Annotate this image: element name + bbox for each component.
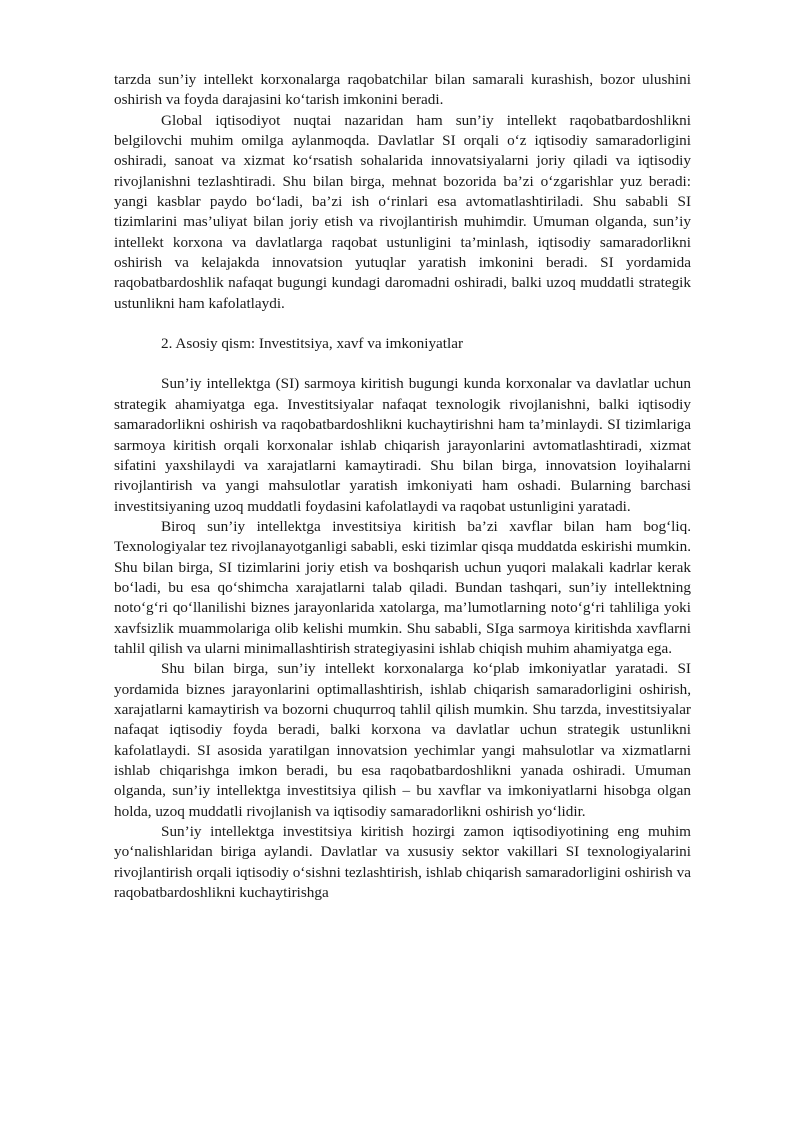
paragraph-global-economy: Global iqtisodiyot nuqtai nazaridan ham sun’iy intellekt raqobatbardoshlikni belgilovchi muhim omilga aylanmoqda. Davlatlar SI orqali o‘z iqtisodiy samaradorligini oshiradi, sanoat va xizmat ko‘rsatish sohalarida innovatsiyalarni joriy qiladi va iqtisodiy rivojlanishni tezlashtiradi. Shu bilan birga, mehnat bozorida ba’zi o‘zgarishlar yuz beradi: yangi kasblar paydo bo‘ladi, ba’zi ish o‘rinlari esa avtomatlashtiriladi. Shu sababli SI tizimlarini mas’uliyat bilan joriy etish va rivojlantirish muhimdir. Umuman olganda, sun’iy intellekt korxona va davlatlarga raqobat ustunligini ta’minlash, iqtisodiy samaradorlikni oshirish va kelajakda innovatsion yutuqlar yaratish imkonini beradi. SI yordamida raqobatbardoshlik nafaqat bugungi kundagi daromadni oshiradi, balki uzoq muddatli strategik ustunlikni ham kafolatlaydi. [114,111,691,312]
paragraph-investment-intro: Sun’iy intellektga (SI) sarmoya kiritish bugungi kunda korxonalar va davlatlar uchun strategik ahamiyatga ega. Investitsiyalar nafaqat texnologik rivojlanishni, balki iqtisodiy samaradorlikni oshirish va raqobatbardoshlikni kuchaytirishni ham ta’minlaydi. SI tizimlariga sarmoya kiritish orqali korxonalar ishlab chiqarish jarayonlarini avtomatlashtiradi, xizmat sifatini yaxshilaydi va xarajatlarni kamaytiradi. Shu bilan birga, innovatsion loyihalarni rivojlantirish va yangi mahsulotlar yaratish imkoniyati ham oshadi. Bularning barchasi investitsiyaning uzoq muddatli foydasini kafolatlaydi va raqobat ustunligini yaratadi. [114,375,691,515]
paragraph-investment-risks: Biroq sun’iy intellektga investitsiya kiritish ba’zi xavflar bilan ham bog‘liq. Texnologiyalar tez rivojlanayotganligi sababli, eski tizimlar qisqa muddatda eskirishi mumkin. Shu bilan birga, SI tizimlarini joriy etish va boshqarish uchun yuqori malakali kadrlar kerak bo‘ladi, bu esa qo‘shimcha xarajatlarni talab qiladi. Bundan tashqari, sun’iy intellektning noto‘g‘ri qo‘llanilishi biznes jarayonlarida xatolarga, ma’lumotlarning noto‘g‘ri tahliliga yoki xavfsizlik muammolariga olib kelishi mumkin. Shu sababli, SIga sarmoya kiritishda xavflarni tahlil qilish va ularni minimallashtirish strategiyasini ishlab chiqish muhim ahamiyatga ega. [114,517,691,657]
paragraph-investment-direction: Sun’iy intellektga investitsiya kiritish hozirgi zamon iqtisodiyotining eng muhim yo‘nalishlaridan biriga aylandi. Davlatlar va xususiy sektor vakillari SI texnologiyalarini rivojlantirish orqali iqtisodiy o‘sishni tezlashtirish, ishlab chiqarish samaradorligini oshirish va raqobatbardoshlikni kuchaytirishga [114,823,691,902]
document-body [114,70,691,903]
section-heading: 2. Asosiy qism: Investitsiya, xavf va imkoniyatlar [161,335,464,353]
paragraph-continuation: tarzda sun’iy intellekt korxonalarga raqobatchilar bilan samarali kurashish, bozor ulushini oshirish va foyda darajasini ko‘tarish imkonini beradi. [114,71,691,109]
paragraph-investment-opportunities: Shu bilan birga, sun’iy intellekt korxonalarga ko‘plab imkoniyatlar yaratadi. SI yordamida biznes jarayonlarini optimallashtirish, ishlab chiqarish samaradorligini oshirish, xarajatlarni kamaytirish va bozorni chuqurroq tahlil qilish mumkin. Shu tarzda, investitsiyalar nafaqat iqtisodiy foyda beradi, balki korxona va davlatlar uchun strategik ustunlikni kafolatlaydi. SI asosida yaratilgan innovatsion yechimlar yangi mahsulotlar va xizmatlarni ishlab chiqarishga imkon beradi, bu esa raqobatbardoshlikni yanada oshiradi. Umuman olganda, sun’iy intellektga investitsiya qilish – bu xavflar va imkoniyatlarni hisobga olgan holda, uzoq muddatli rivojlanish va iqtisodiy samaradorlikni oshirish yo‘lidir. [114,660,691,820]
